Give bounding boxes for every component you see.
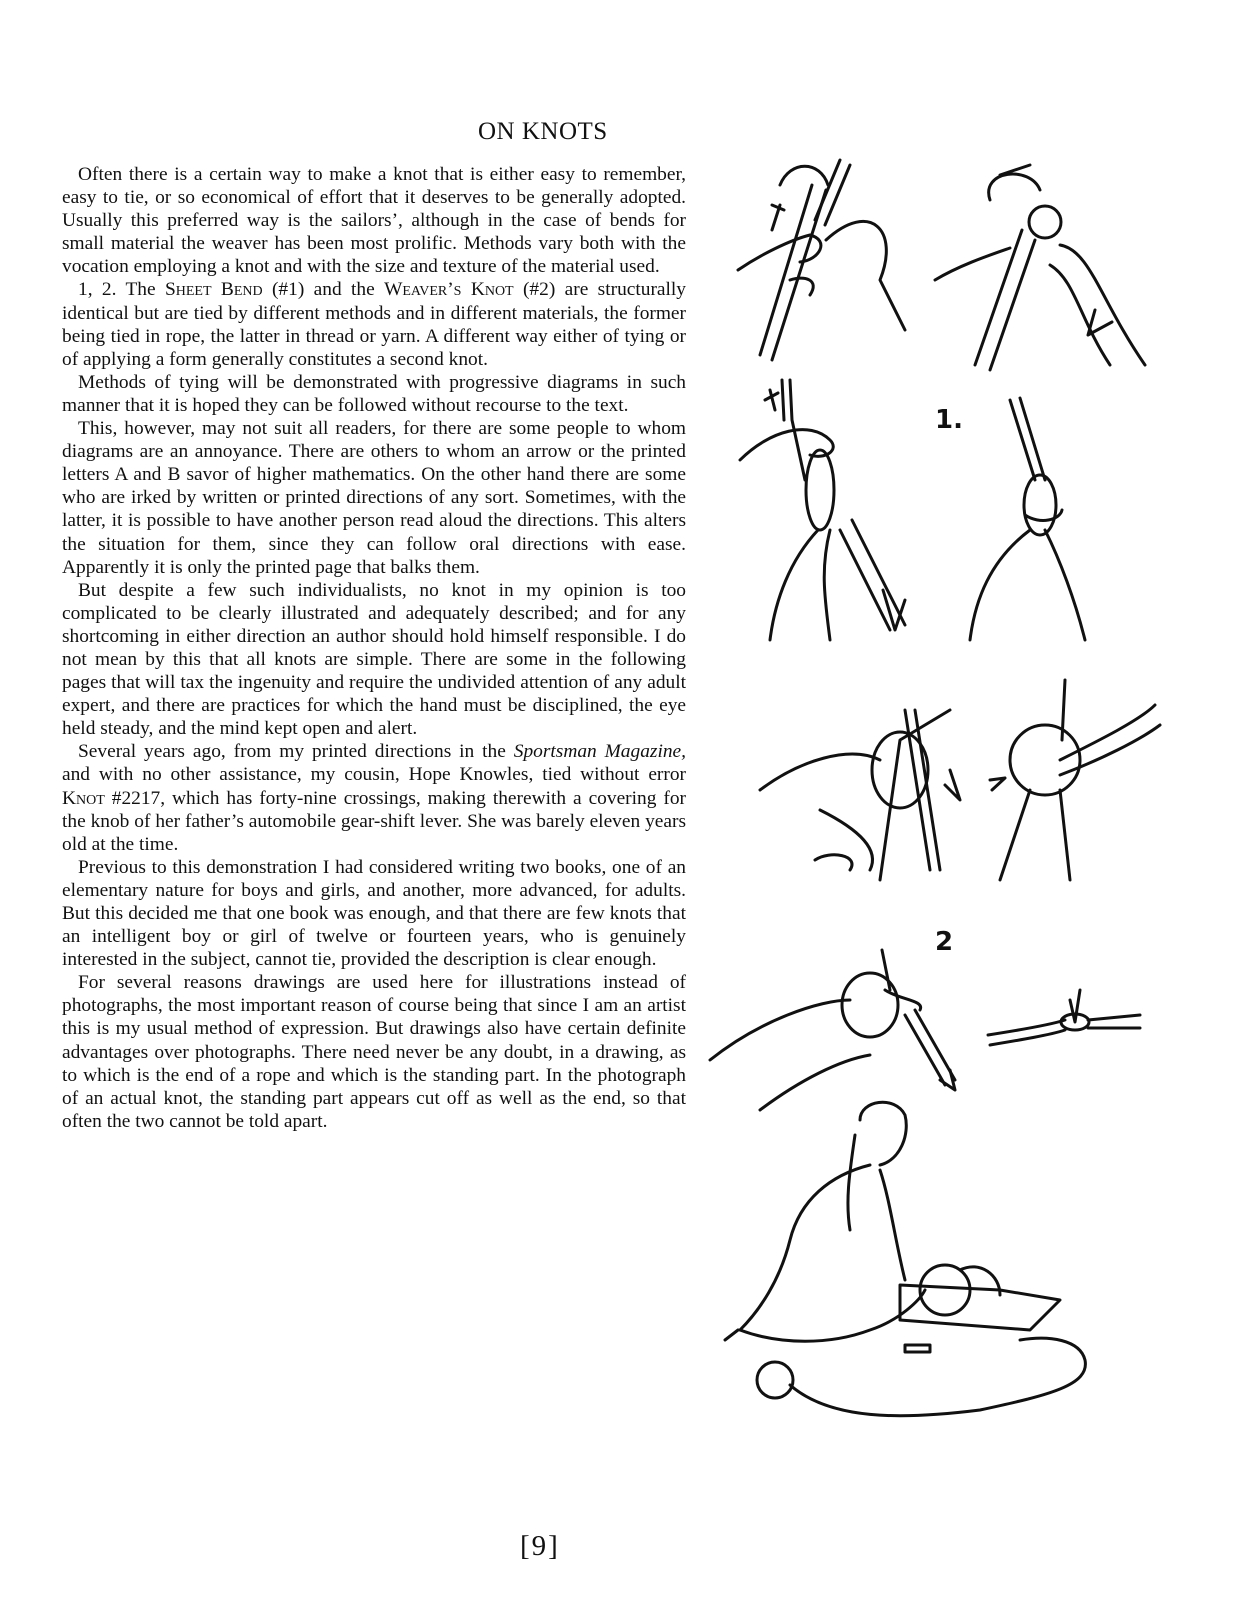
magazine-title: Sportsman Magazine,	[513, 741, 686, 763]
sheet-bend-step-3-drawing	[740, 380, 905, 640]
paragraph-4: This, however, may not suit all readers, for there are some people to whom diagrams are an annoyance. There are others to whom an arrow or the printed letters A and B savor of higher mathematics. On the other hand there are some who are irked by written or printed directions of any sort. Sometimes, with the latter, it is possible to have another person read aloud the directions. This alters the situation for them, since they can follow oral directions with ease. Apparently it is only the printed page that balks them.	[62, 418, 686, 578]
weavers-knot-term: Weaver’s Knot	[384, 279, 514, 301]
sheet-bend-finished-drawing	[970, 398, 1085, 640]
paragraph-8: For several reasons drawings are used here for illustrations instead of photographs, the most important reason of course being that since I am an artist this is my usual method of expression. But drawings also have certain definite advantages over photographs. There need never be any doubt, in a drawing, as to which is the end of a rope and which is the standing part. In the photograph of an actual knot, the standing part appears cut off as well as the end, so that often the two cannot be told apart.	[62, 972, 686, 1132]
weavers-knot-step-2-drawing	[990, 680, 1160, 880]
sheet-bend-step-1-drawing	[738, 160, 905, 360]
weavers-knot-step-3-drawing	[710, 950, 955, 1110]
paragraph-3: Methods of tying will be demonstrated with progressive diagrams in such manner that it is hoped they can be followed without recourse to the text.	[62, 371, 686, 416]
page-number: [9]	[520, 1530, 560, 1562]
figure-label-2: 2	[935, 927, 954, 957]
paragraph-2: 1, 2. The Sheet Bend (#1) and the Weaver’s Knot (#2) are structurally identical but are tied by different methods and in different materials, the former being tied in rope, the latter in thread or yarn. A different way either of tying or of applying a form generally constitutes a second knot.	[62, 279, 686, 370]
paragraph-1: Often there is a certain way to make a knot that is either easy to remember, easy to tie, or so economical of effort that it deserves to be generally adopted. Usually this preferred way is the sailors’, although in the case of bends for small material the weaver has been most prolific. Methods vary both with the vocation employing a knot and with the size and texture of the material used.	[62, 164, 686, 278]
figure-label-1: 1.	[935, 405, 963, 435]
girl-tying-knot-drawing	[725, 1102, 1085, 1415]
paragraph-7: Previous to this demonstration I had considered writing two books, one of an elementary nature for boys and girls, and another, more advanced, for adults. But this decided me that one book was enough, and that there are few knots that an intelligent boy or girl of twelve or fourteen years, who is genuinely interested in the subject, cannot tie, provided the description is clear enough.	[62, 856, 686, 971]
page-title: ON KNOTS	[478, 118, 608, 145]
sheet-bend-step-2-drawing	[935, 165, 1145, 370]
sheet-bend-term: Sheet Bend	[164, 279, 263, 301]
paragraph-5: But despite a few such individualists, no knot in my opinion is too complicated to be clearly illustrated and adequately described; and for any shortcoming in either direction an author should hold himself responsible. I do not mean by this that all knots are simple. There are some in the following pages that will tax the ingenuity and require the undivided attention of any adult expert, and there are practices for which the hand must be disciplined, the eye held steady, and the mind kept open and alert.	[62, 579, 686, 740]
paragraph-6: Several years ago, from my printed directions in the Sportsman Magazine, and with no other assistance, my cousin, Hope Knowles, tied without error Knot #2217, which has forty-nine crossings, making therewith a covering for the knob of her father’s automobile gear-shift lever. She was barely eleven years old at the time.	[62, 741, 686, 855]
weavers-knot-finished-drawing	[988, 990, 1140, 1045]
knot-term: Knot	[62, 787, 105, 809]
weavers-knot-step-1-drawing	[760, 710, 960, 880]
